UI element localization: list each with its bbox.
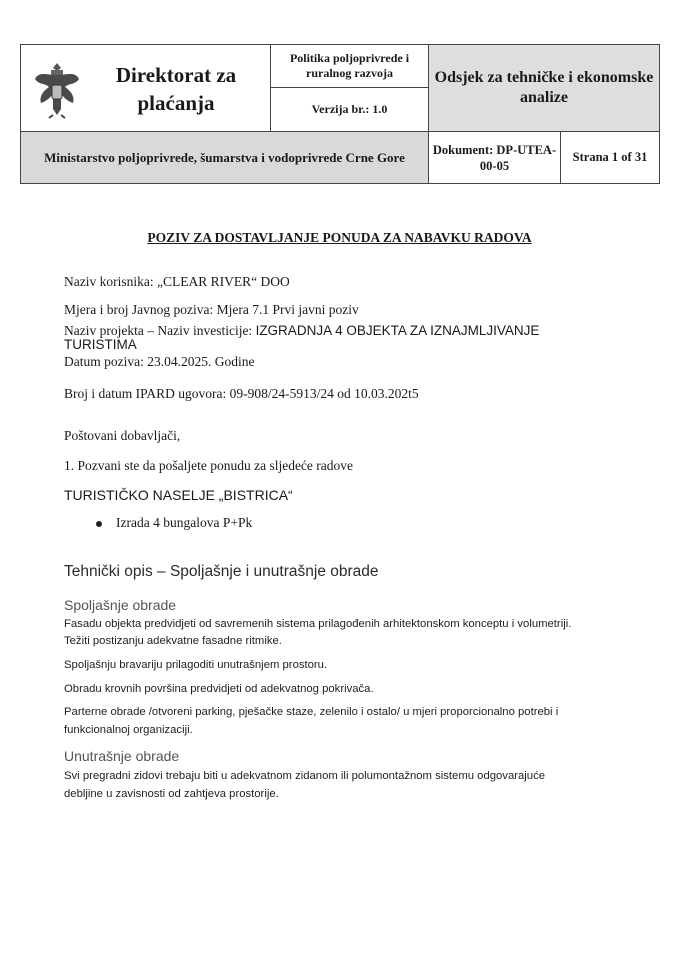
- interior-p1-a: Svi pregradni zidovi trebaju biti u adekvatnom zidanom ili polumontažnom sistemu odgovarajuće: [64, 770, 546, 782]
- ministry-cell: [20, 132, 428, 184]
- date-value: 23.04.2025. Godine: [147, 354, 255, 369]
- logo-cell: [20, 44, 270, 132]
- version-text: Verzija br.: 1.0: [311, 102, 388, 116]
- measure-value: Mjera 7.1 Prvi javni poziv: [216, 302, 359, 317]
- item-1: 1. Pozvani ste da pošaljete ponudu za sljedeće radove: [64, 458, 354, 473]
- directorate-title: Direktorat za plaćanja: [115, 63, 237, 115]
- greeting: Poštovani dobavljači,: [64, 428, 181, 443]
- document-header: [20, 44, 660, 184]
- policy-text: Politika poljoprivrede i ruralnog razvoja: [289, 51, 410, 80]
- bullet-item: Izrada 4 bungalova P+Pk: [116, 515, 253, 530]
- project-value: IZGRADNJA 4 OBJEKTA ZA IZNAJMLJIVANJE TURISTIMA: [64, 323, 540, 352]
- user-label: Naziv korisnika:: [64, 274, 154, 289]
- exterior-p2: Spoljašnju bravariju prilagoditi unutrašnjem prostoru.: [64, 659, 328, 671]
- document-id-cell: [428, 132, 560, 184]
- interior-p1-b: debljine u zavisnosti od zahtjeva prostorije.: [64, 788, 279, 800]
- project-line: [64, 324, 584, 352]
- contract-value: 09-908/24-5913/24 od 10.03.202t5: [229, 386, 419, 401]
- project-label: Naziv projekta – Naziv investicije:: [64, 323, 253, 338]
- exterior-p4-a: Parterne obrade /otvoreni parking, pješačke staze, zelenilo i ostalo/ u mjeri proporcionalno potrebi i: [64, 706, 559, 718]
- settlement-name: TURISTIČKO NASELJE „BISTRICA“: [64, 487, 293, 503]
- exterior-p3: Obradu krovnih površina predvidjeti od adekvatnog pokrivača.: [64, 683, 374, 695]
- bullet-icon: [96, 521, 102, 527]
- contract-label: Broj i datum IPARD ugovora:: [64, 386, 227, 401]
- department-text: Odsjek za tehničke i ekonomske analize: [434, 69, 654, 106]
- document-title: POZIV ZA DOSTAVLJANJE PONUDA ZA NABAVKU RADOVA: [147, 230, 532, 245]
- department-cell: [428, 44, 660, 132]
- page-number-cell: [560, 132, 660, 184]
- date-line: [64, 354, 254, 370]
- policy-cell: [270, 44, 428, 88]
- measure-label: Mjera i broj Javnog poziva:: [64, 302, 214, 317]
- contract-line: [64, 386, 419, 402]
- user-value: „CLEAR RIVER“ DOO: [156, 274, 290, 289]
- version-cell: [270, 88, 428, 132]
- exterior-heading: Spoljašnje obrade: [64, 597, 177, 613]
- exterior-p4-b: funkcionalnoj organizaciji.: [64, 724, 193, 736]
- ministry-text: Ministarstvo poljoprivrede, šumarstva i vodoprivrede Crne Gore: [44, 150, 405, 165]
- interior-heading: Unutrašnje obrade: [64, 748, 180, 764]
- measure-line: [64, 302, 359, 318]
- exterior-p1-b: Težiti postizanju adekvatne fasadne ritmike.: [64, 635, 282, 647]
- montenegro-coat-of-arms-icon: [33, 61, 81, 119]
- user-line: [64, 274, 290, 290]
- document-id-text: Dokument: DP-UTEA-00-05: [432, 142, 557, 173]
- page-number-text: Strana 1 of 31: [572, 150, 648, 164]
- exterior-p1-a: Fasadu objekta predvidjeti od savremenih sistema prilagođenih arhitektonskom konceptu i volumetriji.: [64, 618, 572, 630]
- date-label: Datum poziva:: [64, 354, 144, 369]
- tech-description-heading: Tehnički opis – Spoljašnje i unutrašnje obrade: [64, 563, 379, 580]
